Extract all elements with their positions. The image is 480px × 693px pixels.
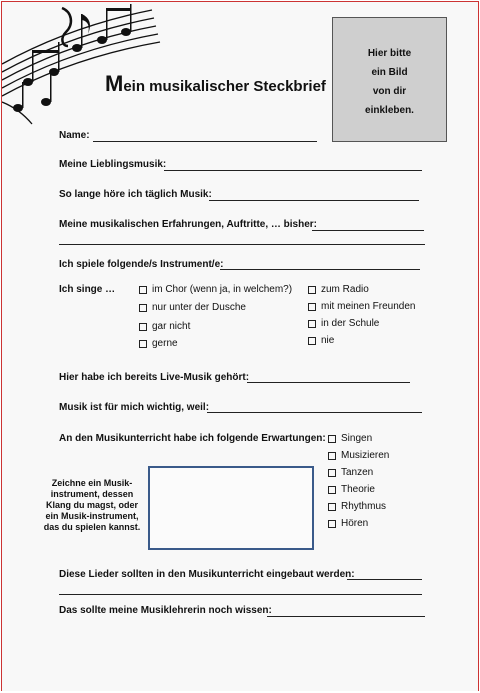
songs-label: Diese Lieder sollten in den Musikunterricht eingebaut werden: xyxy=(59,569,355,580)
expectation-option[interactable]: Musizieren xyxy=(328,450,389,461)
favorite-music-label: Meine Lieblingsmusik: xyxy=(59,159,167,170)
instrument-line[interactable] xyxy=(220,269,420,270)
singing-option[interactable]: in der Schule xyxy=(308,318,379,329)
checkbox[interactable] xyxy=(308,286,316,294)
checkbox[interactable] xyxy=(139,323,147,331)
favorite-music-line[interactable] xyxy=(164,170,422,171)
checkbox[interactable] xyxy=(308,320,316,328)
experiences-line-2[interactable] xyxy=(59,244,425,245)
checkbox[interactable] xyxy=(139,286,147,294)
checkbox[interactable] xyxy=(328,486,336,494)
daily-listening-line[interactable] xyxy=(209,200,419,201)
name-line[interactable] xyxy=(93,141,317,142)
teacher-note-label: Das sollte meine Musiklehrerin noch wissen: xyxy=(59,605,272,616)
expectation-option[interactable]: Tanzen xyxy=(328,467,373,478)
expectation-option[interactable]: Theorie xyxy=(328,484,375,495)
expectations-label: An den Musikunterricht habe ich folgende Erwartungen: xyxy=(59,433,326,444)
singing-option[interactable]: gar nicht xyxy=(139,321,190,332)
instrument-label: Ich spiele folgende/s Instrument/e: xyxy=(59,259,224,270)
checkbox[interactable] xyxy=(308,303,316,311)
photo-line: von dir xyxy=(372,86,407,97)
checkbox[interactable] xyxy=(328,469,336,477)
checkbox[interactable] xyxy=(308,337,316,345)
checkbox[interactable] xyxy=(328,503,336,511)
important-label: Musik ist für mich wichtig, weil: xyxy=(59,402,210,413)
music-notes-icon xyxy=(2,2,162,132)
checkbox[interactable] xyxy=(328,520,336,528)
checkbox[interactable] xyxy=(328,452,336,460)
live-music-line[interactable] xyxy=(247,382,410,383)
singing-option[interactable]: gerne xyxy=(139,338,178,349)
experiences-label: Meine musikalischen Erfahrungen, Auftritte, … bisher: xyxy=(59,219,318,230)
songs-line-2[interactable] xyxy=(59,594,422,595)
singing-option[interactable]: zum Radio xyxy=(308,284,369,295)
checkbox[interactable] xyxy=(139,304,147,312)
worksheet xyxy=(1,1,479,691)
daily-listening-label: So lange höre ich täglich Musik: xyxy=(59,189,212,200)
live-music-label: Hier habe ich bereits Live-Musik gehört: xyxy=(59,372,250,383)
page-title: Mein musikalischer Steckbrief xyxy=(105,71,326,96)
singing-label: Ich singe … xyxy=(59,284,116,295)
drawing-box[interactable] xyxy=(148,466,314,550)
photo-box xyxy=(332,17,447,142)
songs-line[interactable] xyxy=(347,579,422,580)
name-label: Name: xyxy=(59,130,90,141)
expectation-option[interactable]: Rhythmus xyxy=(328,501,386,512)
checkbox[interactable] xyxy=(328,435,336,443)
expectation-option[interactable]: Hören xyxy=(328,518,368,529)
checkbox[interactable] xyxy=(139,340,147,348)
singing-option[interactable]: im Chor (wenn ja, in welchem?) xyxy=(139,284,292,295)
photo-line: Hier bitte xyxy=(367,48,412,59)
important-line[interactable] xyxy=(207,412,422,413)
teacher-note-line[interactable] xyxy=(267,616,425,617)
photo-line: einkleben. xyxy=(365,105,414,116)
draw-prompt: Zeichne ein Musik-instrument, dessen Klang du magst, oder ein Musik-instrument, das du spielen kannst. xyxy=(43,478,141,532)
singing-option[interactable]: nur unter der Dusche xyxy=(139,302,246,313)
experiences-line[interactable] xyxy=(312,230,424,231)
expectation-option[interactable]: Singen xyxy=(328,433,372,444)
photo-line: ein Bild xyxy=(371,67,408,78)
singing-option[interactable]: mit meinen Freunden xyxy=(308,301,416,312)
singing-option[interactable]: nie xyxy=(308,335,334,346)
